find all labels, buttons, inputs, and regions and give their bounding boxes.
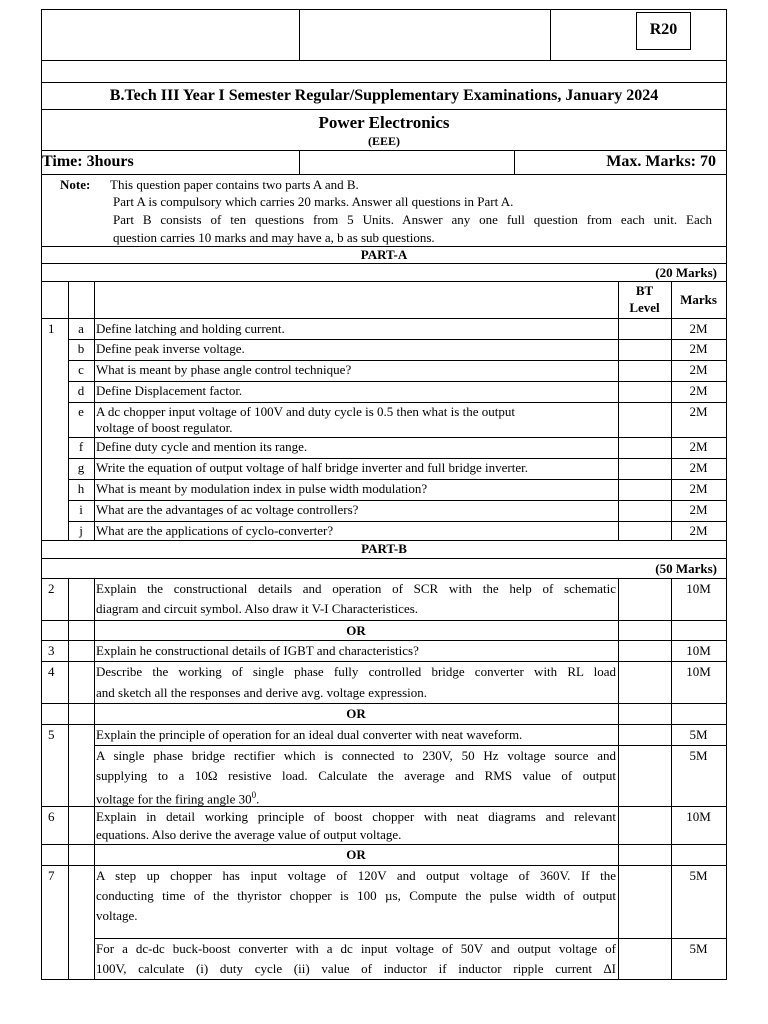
question-number: 1 [48, 321, 55, 336]
part-a-marks: (20 Marks) [655, 265, 717, 280]
note-line: Part A is compulsory which carries 20 marks. Answer all questions in Part A. [113, 194, 514, 209]
question-text: What are the advantages of ac voltage controllers? [96, 502, 359, 517]
question-text: Explain the principle of operation for an ideal dual converter with neat waveform. [96, 727, 523, 742]
part-b-marks: (50 Marks) [655, 561, 717, 576]
question-number: 3 [48, 643, 55, 658]
regulation-code: R20 [649, 21, 678, 38]
question-marks: 2M [689, 404, 708, 419]
question-number: 5 [48, 727, 55, 742]
question-marks: 10M [686, 809, 711, 824]
question-marks: 10M [686, 643, 711, 658]
question-marks: 2M [689, 321, 708, 336]
or-separator: OR [346, 623, 366, 638]
question-text: 100V, calculate (i) duty cycle (ii) value of inductor if inductor ripple current ∆I [96, 961, 616, 976]
question-sub-label: c [78, 362, 84, 377]
question-text: A step up chopper has input voltage of 120V and output voltage of 360V. If the [96, 868, 616, 883]
question-text: Define Displacement factor. [96, 383, 243, 398]
degree-superscript: 0 [251, 790, 257, 800]
question-text: What is meant by phase angle control technique? [96, 362, 352, 377]
branch-label: (EEE) [367, 134, 400, 148]
note-label: Note: [60, 177, 91, 192]
question-text: Explain he constructional details of IGBT and characteristics? [96, 643, 419, 658]
question-sub-label: j [79, 523, 83, 538]
question-text: diagram and circuit symbol. Also draw it V-I Characteristices. [96, 601, 419, 616]
col-bt: BT [635, 283, 654, 298]
question-sub-label: a [78, 321, 84, 336]
question-marks: 2M [689, 481, 708, 496]
question-marks: 2M [689, 502, 708, 517]
subject-title: Power Electronics [318, 113, 450, 132]
question-text: and sketch all the responses and derive avg. voltage expression. [96, 685, 428, 700]
question-sub-label: i [79, 502, 83, 517]
col-level: Level [629, 300, 660, 315]
question-marks: 2M [689, 439, 708, 454]
question-marks: 2M [689, 341, 708, 356]
or-separator: OR [346, 847, 366, 862]
question-marks: 10M [686, 664, 711, 679]
question-text-tail: . [256, 791, 260, 807]
question-text: For a dc-dc buck-boost converter with a dc input voltage of 50V and output voltage of [96, 941, 616, 956]
question-sub-label: b [77, 341, 85, 356]
question-number: 4 [48, 664, 55, 679]
question-text: conducting time of the thyristor chopper is 100 µs, Compute the pulse width of output [96, 888, 616, 903]
question-text: A single phase bridge rectifier which is connected to 230V, 50 Hz voltage source and [96, 748, 616, 763]
question-text: supplying to a 10Ω resistive load. Calculate the average and RMS value of output [96, 768, 616, 783]
question-number: 6 [48, 809, 55, 824]
question-text: voltage. [96, 908, 138, 923]
max-marks: Max. Marks: 70 [606, 153, 716, 170]
question-marks: 5M [689, 727, 708, 742]
question-text: Explain in detail working principle of boost chopper with neat diagrams and relevant [96, 809, 616, 824]
question-marks: 5M [689, 748, 708, 763]
question-text: Explain the constructional details and operation of SCR with the help of schematic [96, 581, 616, 596]
col-marks: Marks [680, 292, 717, 307]
question-text: voltage of boost regulator. [96, 420, 233, 435]
question-marks: 2M [689, 383, 708, 398]
question-number: 2 [48, 581, 55, 596]
note-line: Part B consists of ten questions from 5 Units. Answer any one full question from each unit. Each [113, 212, 712, 227]
part-a-title: PART-A [360, 247, 408, 262]
question-sub-label: e [78, 404, 84, 419]
question-sub-label: f [78, 439, 84, 454]
note-line: question carries 10 marks and may have a, b as sub questions. [113, 230, 435, 245]
question-text: Define duty cycle and mention its range. [96, 439, 308, 454]
question-text: equations. Also derive the average value of output voltage. [96, 827, 402, 842]
question-marks: 5M [689, 868, 708, 883]
question-sub-label: g [77, 460, 85, 475]
question-text: Define peak inverse voltage. [96, 341, 245, 356]
note-line: This question paper contains two parts A and B. [110, 177, 359, 192]
question-marks: 10M [686, 581, 711, 596]
question-text: Write the equation of output voltage of half bridge inverter and full bridge inverter. [96, 460, 528, 475]
or-separator: OR [346, 706, 366, 721]
question-marks: 2M [689, 460, 708, 475]
part-b-title: PART-B [361, 541, 407, 556]
exam-title: B.Tech III Year I Semester Regular/Supplementary Examinations, January 2024 [109, 87, 659, 104]
question-text: What are the applications of cyclo-converter? [96, 523, 334, 538]
question-text-with-sup [96, 787, 259, 807]
question-sub-label: h [77, 481, 85, 496]
question-text: Define latching and holding current. [96, 321, 285, 336]
question-text: A dc chopper input voltage of 100V and duty cycle is 0.5 then what is the output [96, 404, 515, 419]
question-marks: 2M [689, 523, 708, 538]
question-text: Describe the working of single phase fully controlled bridge converter with RL load [96, 664, 616, 679]
question-number: 7 [48, 868, 55, 883]
question-marks: 2M [689, 362, 708, 377]
question-text: What is meant by modulation index in pulse width modulation? [96, 481, 428, 496]
question-text: voltage for the firing angle 30 [96, 791, 252, 807]
exam-time: Time: 3hours [42, 153, 134, 170]
question-marks: 5M [689, 941, 708, 956]
question-sub-label: d [77, 383, 85, 398]
